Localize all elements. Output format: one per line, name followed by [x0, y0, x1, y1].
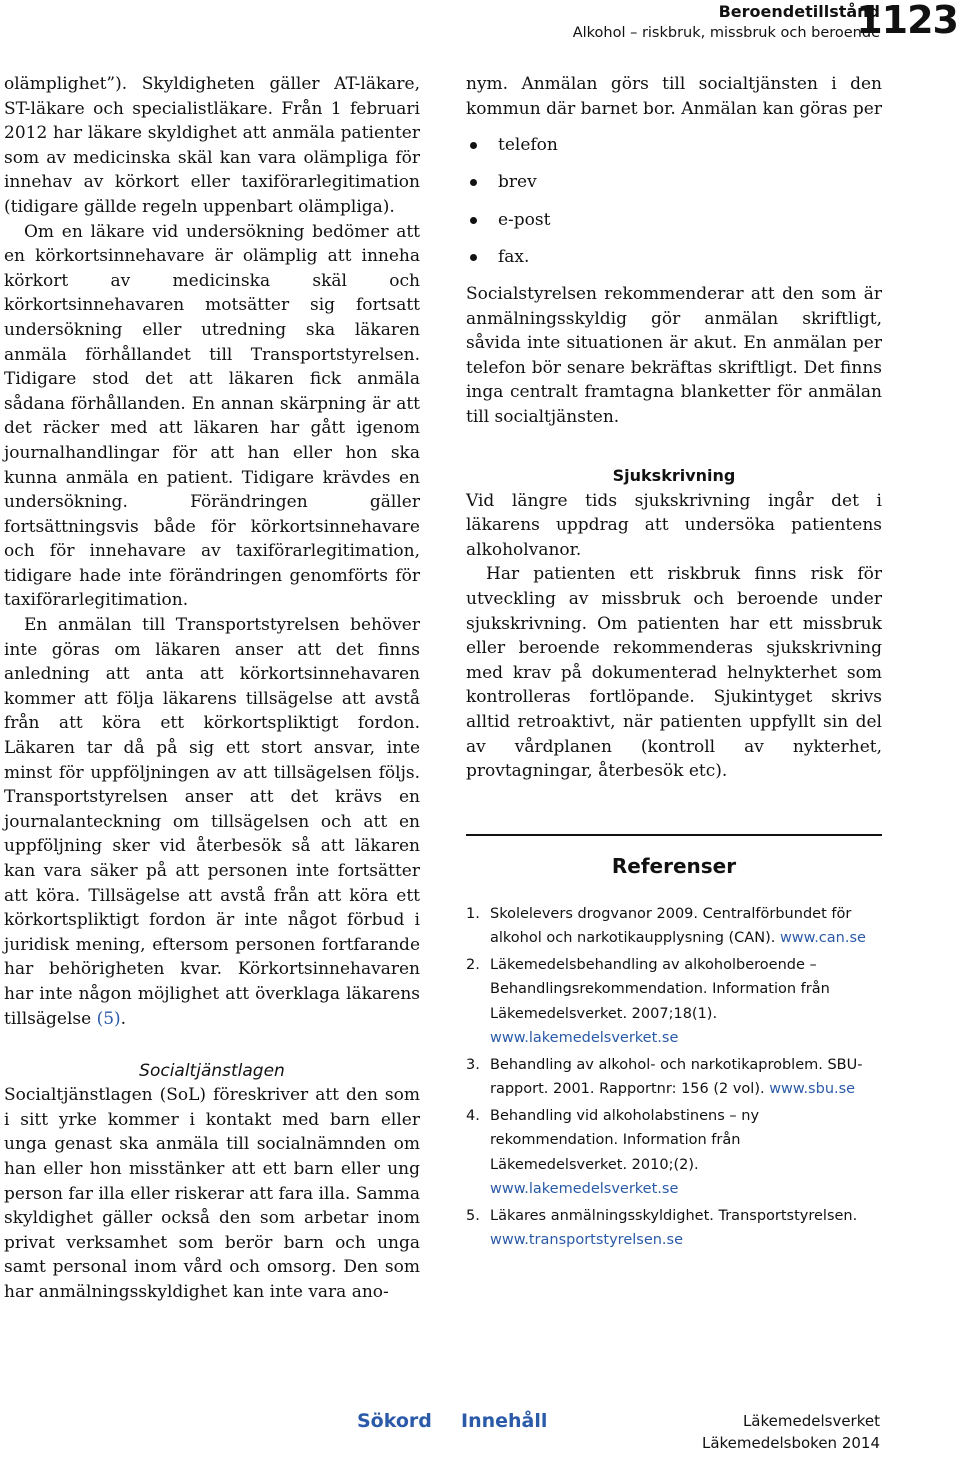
- paragraph-end: .: [120, 1008, 127, 1029]
- reference-number: 4.: [466, 1107, 480, 1124]
- section-title: Beroendetillstånd: [718, 2, 880, 21]
- references-list: [466, 902, 882, 1253]
- reference-item: [466, 1053, 882, 1102]
- paragraph: Vid längre tids sjukskrivning ingår det i läkarens uppdrag att undersöka patientens alkoholvanor.: [466, 490, 882, 560]
- subheading-socialtjanstlagen: Socialtjänstlagen: [139, 1061, 285, 1082]
- subheading-sjukskrivning: Sjukskrivning: [612, 465, 736, 485]
- reference-url[interactable]: www.sbu.se: [769, 1081, 856, 1098]
- list-item: e-post: [466, 202, 882, 239]
- references-divider: [466, 834, 882, 836]
- reference-text: Läkares anmälningsskyldighet. Transportstyrelsen.: [490, 1207, 858, 1224]
- reference-item: [466, 953, 882, 1051]
- reference-url[interactable]: www.lakemedelsverket.se: [490, 1030, 679, 1047]
- reference-text: Behandling vid alkoholabstinens – ny rekommendation. Information från Läkemedelsverket. 2010;(2).: [490, 1107, 760, 1173]
- reference-number: 1.: [466, 905, 480, 922]
- sokord-link[interactable]: Sökord: [357, 1410, 432, 1432]
- reference-url[interactable]: www.transportstyrelsen.se: [490, 1232, 684, 1249]
- footer-publisher-block: [702, 1410, 880, 1454]
- book-title: Läkemedelsboken 2014: [701, 1434, 880, 1452]
- list-item: brev: [466, 164, 882, 201]
- left-column: [4, 72, 420, 1305]
- paragraph: Om en läkare vid undersökning bedömer att en körkortsinnehavare är olämplig att inneha körkort av medicinska skäl och körkortsinnehavaren motsätter sig fortsatt undersökning eller utredning ska läkaren anmäla förhållandet till Transportstyrelsen. Tidigare stod det att läkaren fick anmäla sådana förhållanden. En annan skärpning är att det räcker med att läkaren har gått igenom journalhandlingar för att han eller hon ska kunna anmäla en patient. Tidigare krävdes en undersökning. Förändringen gäller fortsättningsvis både för körkortsinnehavare och för innehavare av taxiförarlegitimation, tidigare hade inte förändringen genomförts för taxiförarlegitimation.: [4, 221, 420, 611]
- paragraph: nym. Anmälan görs till socialtjänsten i den kommun där barnet bor. Anmälan kan göras per: [466, 74, 882, 119]
- reference-url[interactable]: www.can.se: [779, 930, 866, 947]
- reference-link[interactable]: (5): [96, 1008, 121, 1029]
- page-number: 1123: [856, 0, 958, 42]
- innehall-link[interactable]: Innehåll: [461, 1410, 548, 1432]
- running-header: [573, 0, 880, 44]
- paragraph-text: En anmälan till Transportstyrelsen behöver inte göras om läkaren anser att det finns anledning att anta att körkortsinnehavaren kommer att följa läkarens tillsägelse att avstå från att köra ett körkortspliktigt fordon. Läkaren tar då på sig ett stort ansvar, inte minst för uppföljningen av att tillsägelsen följs. Transportstyrelsen anser att det krävs en journalanteckning om tillsägelsen och att en uppföljning sker vid återbesök så att läkaren kan vara säker på att personen inte fortsätter att köra. Tillsägelse att avstå från att köra ett körkortspliktigt fordon är inte något förbud i juridisk mening, eftersom personen fortfarande har behörigheten kvar. Körkortsinnehavaren har inte någon möjlighet att överklaga läkarens tillsägelse: [4, 615, 420, 1029]
- list-item: fax.: [466, 239, 882, 276]
- reference-number: 3.: [466, 1056, 480, 1073]
- reference-item: [466, 1104, 882, 1202]
- reference-text: Behandling av alkohol- och narkotikaproblem. SBU-rapport. 2001. Rapportnr: 156 (2 vol).: [490, 1056, 863, 1098]
- reference-text: Skolelevers drogvanor 2009. Centralförbundet för alkohol och narkotikaupplysning (CAN).: [490, 905, 852, 947]
- paragraph: olämplighet”). Skyldigheten gäller AT-läkare, ST-läkare och specialistläkare. Från 1 februari 2012 har läkare skyldighet att anmäla patienter som av medicinska skäl kan vara olämpliga för innehav av körkort eller taxiförarlegitimation (tidigare gällde regeln uppenbart olämpliga).: [4, 74, 420, 217]
- reference-text: Läkemedelsbehandling av alkoholberoende – Behandlingsrekommendation. Information från Läkemedelsverket. 2007;18(1).: [490, 956, 830, 1022]
- chapter-title: Alkohol – riskbruk, missbruk och beroende: [572, 25, 880, 41]
- publisher-name: Läkemedelsverket: [742, 1412, 880, 1430]
- right-column: [466, 72, 882, 1255]
- list-item: telefon: [466, 127, 882, 164]
- reference-item: [466, 902, 882, 951]
- reference-number: 2.: [466, 956, 480, 973]
- reference-url[interactable]: www.lakemedelsverket.se: [490, 1181, 679, 1198]
- paragraph: [4, 613, 420, 1031]
- reference-item: [466, 1204, 882, 1253]
- reference-number: 5.: [466, 1207, 480, 1224]
- bullet-list: [466, 127, 882, 276]
- paragraph: Socialstyrelsen rekommenderar att den som är anmälningsskyldig gör anmälan skriftligt, såvida inte situationen är akut. En anmälan per telefon bör senare bekräftas skriftligt. Det finns inga centralt framtagna blanketter för anmälan till socialtjänsten.: [466, 284, 882, 427]
- paragraph: Socialtjänstlagen (SoL) föreskriver att den som i sitt yrke kommer i kontakt med barn eller unga genast ska anmäla till socialnämnden om han eller hon misstänker att ett barn eller ung person far illa eller riskerar att fara illa. Samma skyldighet gäller också den som arbetar inom privat verksamhet som berör barn och unga samt personal inom vård och omsorg. Den som har anmälningsskyldighet kan inte vara ano-: [4, 1085, 420, 1302]
- paragraph: Har patienten ett riskbruk finns risk för utveckling av missbruk och beroende under sjukskrivning. Om patienten har ett missbruk eller beroende rekommenderas sjukskrivning med krav på dokumenterad helnykterhet som kontrolleras fortlöpande. Sjukintyget skrivs alltid retroaktivt, när patienten uppfyllt sin del av vårdplanen (kontroll av nykterhet, provtagningar, återbesök etc).: [466, 564, 882, 782]
- references-title: Referenser: [611, 853, 737, 878]
